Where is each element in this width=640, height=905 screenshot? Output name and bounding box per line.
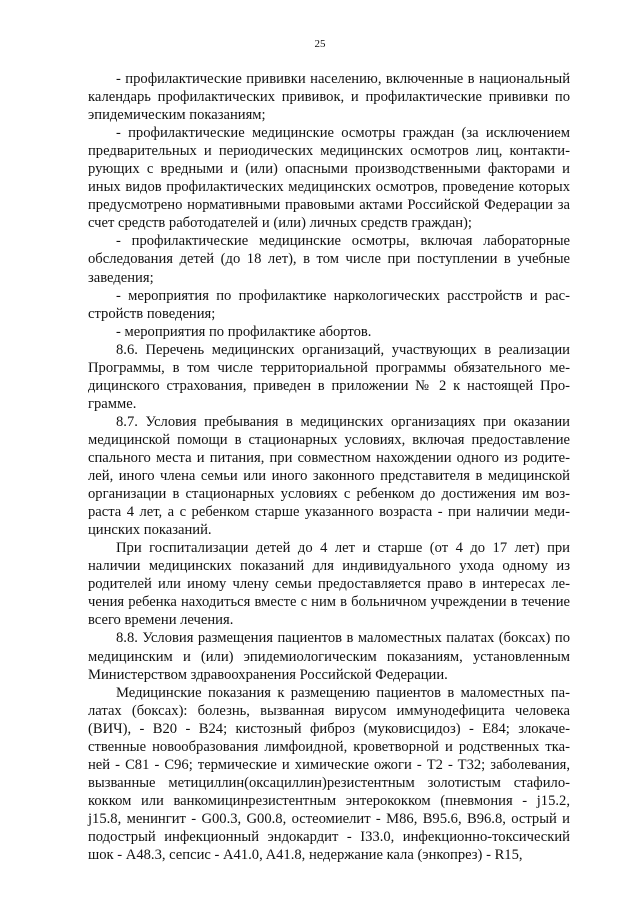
paragraph-8-6: 8.6. Перечень медицинских организаций, участвующих в реализации Программы, в том числе территориальной программы обязательного медицинского страхования, приведен в приложении № 2 к настоящей Программе. [88,341,570,412]
paragraph-medical-indications: Медицинские показания к размещению пациентов в маломестных палатах (боксах): болезнь, вызванная вирусом иммунодефицита человека (ВИЧ), - B20 - B24; кистозный фиброз (муковисцидоз) - E84; злокачественные новообразования лимфоидной, кроветворной и родственных тканей - C81 - C96; термические и химические ожоги - T2 - T32; заболевания, вызванные метициллин(оксациллин)резистентным золотистым стафилококком или ванкомицинрезистентным энтерококком (пневмония - j15.2, j15.8, менингит - G00.3, G00.8, остеомиелит - M86, B95.6, B96.8, острый и подострый инфекционный эндокардит - I33.0, инфекционно-токсический шок - A48.3, сепсис - A41.0, A41.8, недержание кала (энкопрез) - R15, [88,684,570,864]
paragraph-vaccinations: - профилактические прививки населению, включенные в национальный календарь профилактических прививок, и профилактические прививки по эпидемическим показаниям; [88,71,570,124]
page-number: 25 [314,38,326,50]
paragraph-abortion-prevention: - мероприятия по профилактике абортов. [116,323,372,340]
paragraph-child-checkups: - профилактические медицинские осмотры, включая лабораторные обследования детей (до 18 лет), в том числе при поступлении в учебные заведения; [88,233,570,286]
paragraph-medical-checkups: - профилактические медицинские осмотры граждан (за исключением предварительных и периодических медицинских осмотров лиц, контактирующих с вредными и (или) опасными производственными факторами и иных видов профилактических медицинских осмотров, проведение которых предусмотрено нормативными правовыми актами Российской Федерации за счет средств работодателей и (или) личных средств граждан); [88,125,570,232]
paragraph-8-7: 8.7. Условия пребывания в медицинских организациях при оказании медицинской помощи в стационарных условиях, включая предоставление спального места и питания, при совместном нахождении одного из родителей, иного члена семьи или иного законного представителя в медицинской организации в стационарных условиях с ребенком до достижения им возраста 4 лет, а с ребенком старше указанного возраста - при наличии медицинских показаний. [88,413,570,539]
paragraph-narcology-prevention: - мероприятия по профилактике наркологических расстройств и расстройств поведения; [88,287,570,322]
paragraph-child-hospitalization: При госпитализации детей до 4 лет и старше (от 4 до 17 лет) при наличии медицинских показаний для индивидуального ухода одному из родителей или иному члену семьи предоставляется право в интересах лечения ребенка находиться вместе с ним в больничном учреждении в течение всего времени лечения. [88,540,570,629]
paragraph-8-8: 8.8. Условия размещения пациентов в маломестных палатах (боксах) по медицинским и (или) эпидемиологическим показаниям, установленным Министерством здравоохранения Российской Федерации. [88,630,570,683]
document-body [88,70,570,864]
